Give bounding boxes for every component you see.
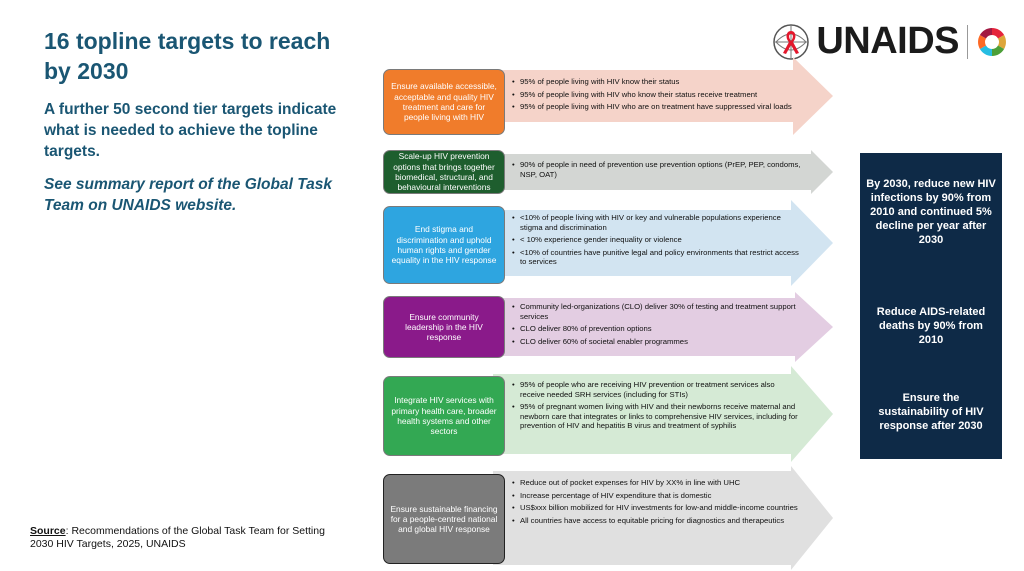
source-text: : Recommendations of the Global Task Team for Setting 2030 HIV Targets, 2025, UNAIDS bbox=[30, 525, 325, 550]
target-bullet: • 95% of people living with HIV who know their status receive treatment bbox=[511, 90, 801, 100]
target-box bbox=[383, 376, 505, 456]
target-box bbox=[383, 150, 505, 194]
impact-goal: By 2030, reduce new HIV infections by 90% from 2010 and continued 5% decline per year after 2030 bbox=[866, 178, 996, 246]
target-box bbox=[383, 206, 505, 284]
sdg-wheel-icon bbox=[976, 26, 1008, 58]
target-row bbox=[383, 200, 833, 286]
target-bullet: • CLO deliver 80% of prevention options bbox=[511, 324, 801, 334]
logo-divider bbox=[967, 25, 968, 59]
target-bullets bbox=[511, 213, 801, 270]
target-label: Integrate HIV services with primary health care, broader health systems and other sectors bbox=[391, 395, 497, 437]
target-bullet: • < 10% experience gender inequality or violence bbox=[511, 235, 801, 245]
target-box bbox=[383, 69, 505, 135]
target-bullet: • Increase percentage of HIV expenditure that is domestic bbox=[511, 491, 801, 501]
target-label: Ensure available accessible, acceptable and quality HIV treatment and care for people living with HIV bbox=[391, 81, 497, 123]
impact-goal: Reduce AIDS-related deaths by 90% from 2010 bbox=[876, 306, 986, 346]
source-citation bbox=[30, 525, 350, 551]
target-bullet: • CLO deliver 60% of societal enabler programmes bbox=[511, 337, 801, 347]
target-label: Ensure sustainable financing for a people-centred national and global HIV response bbox=[390, 503, 498, 535]
page-subtitle: A further 50 second tier targets indicate what is needed to achieve the topline targets. bbox=[44, 101, 337, 160]
target-bullet: • 90% of people in need of prevention use prevention options (PrEP, PEP, condoms, NSP, OAT) bbox=[511, 160, 801, 179]
impact-goals-panel bbox=[860, 153, 1002, 459]
target-label: End stigma and discrimination and uphold human rights and gender equality in the HIV response bbox=[391, 224, 497, 266]
target-bullet: • Reduce out of pocket expenses for HIV by XX% in line with UHC bbox=[511, 478, 801, 488]
target-bullet: • 95% of pregnant women living with HIV and their newborns receive maternal and newborn care that integrates or links to comprehensive HIV services, including for prevention of HIV and hepatitis B virus and treatment of syphilis bbox=[511, 402, 801, 431]
impact-goal: Ensure the sustainability of HIV response after 2030 bbox=[878, 392, 984, 432]
target-row bbox=[383, 150, 833, 194]
target-bullet: • All countries have access to equitable pricing for diagnostics and therapeutics bbox=[511, 516, 801, 526]
target-bullets bbox=[511, 302, 801, 349]
target-row bbox=[383, 292, 833, 362]
target-bullet: • Community led-organizations (CLO) deliver 30% of testing and treatment support services bbox=[511, 302, 801, 321]
target-bullet: • 95% of people who are receiving HIV prevention or treatment services also receive needed SRH services (including for STIs) bbox=[511, 380, 801, 399]
target-bullet: • US$xxx billion mobilized for HIV investments for low-and middle-income countries bbox=[511, 503, 801, 513]
source-label: Source bbox=[30, 525, 66, 537]
target-box bbox=[383, 474, 505, 564]
target-bullets bbox=[511, 160, 801, 182]
page-title: 16 topline targets to reach by 2030 bbox=[44, 28, 331, 84]
target-bullet: • 95% of people living with HIV who are on treatment have suppressed viral loads bbox=[511, 102, 801, 112]
target-bullet: • 95% of people living with HIV know their status bbox=[511, 77, 801, 87]
target-bullet: • <10% of countries have punitive legal and policy environments that restrict access to services bbox=[511, 248, 801, 267]
target-bullets bbox=[511, 380, 801, 434]
report-note: See summary report of the Global Task Team on UNAIDS website. bbox=[44, 176, 332, 214]
target-row bbox=[383, 57, 833, 135]
target-row bbox=[383, 366, 833, 462]
unaids-wordmark: UNAIDS bbox=[816, 20, 959, 62]
target-box bbox=[383, 296, 505, 358]
target-label: Ensure community leadership in the HIV response bbox=[405, 311, 483, 343]
un-emblem-red-ribbon-icon bbox=[770, 22, 812, 62]
target-label: Scale-up HIV prevention options that brings together biomedical, structural, and behavioural interventions bbox=[393, 151, 495, 193]
target-bullet: • <10% of people living with HIV or key and vulnerable populations experience stigma and discrimination bbox=[511, 213, 801, 232]
target-bullets bbox=[511, 478, 801, 528]
target-bullets bbox=[511, 77, 801, 115]
target-row bbox=[383, 466, 833, 570]
